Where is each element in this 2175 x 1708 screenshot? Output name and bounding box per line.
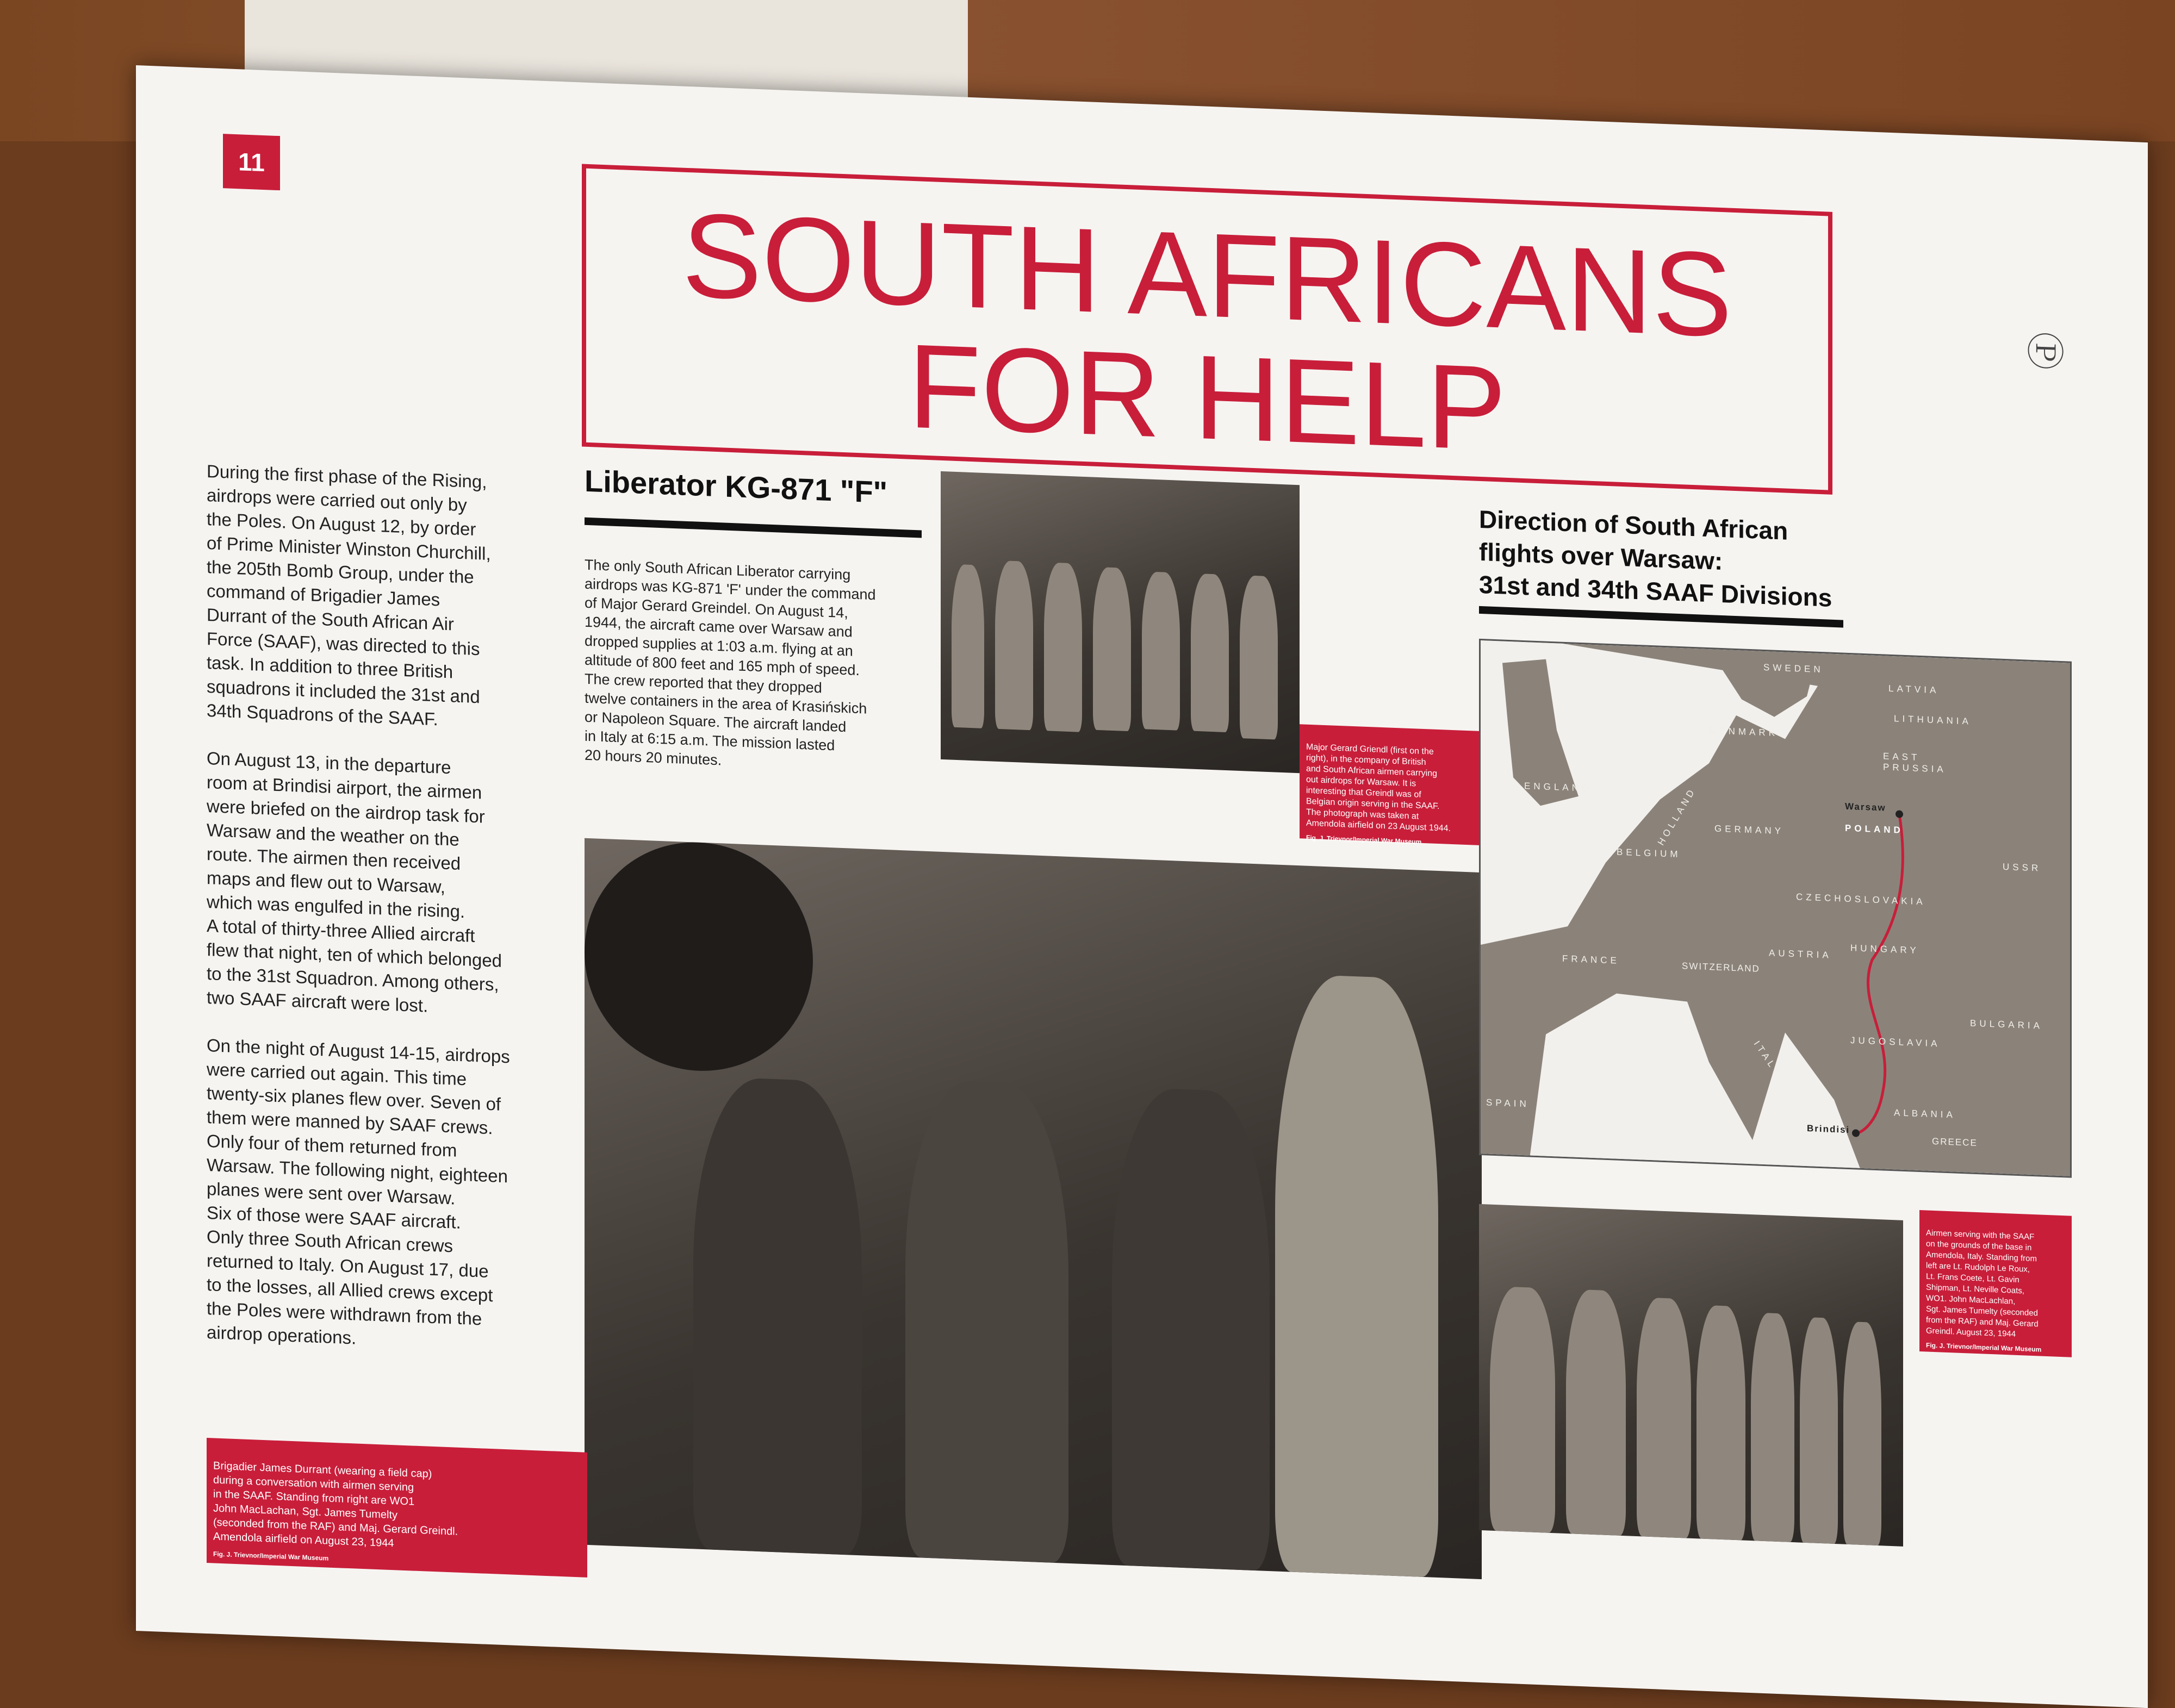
map-label-bulgaria: BULGARIA — [1970, 1018, 2043, 1031]
europe-map — [1479, 639, 2072, 1178]
map-label-austria: AUSTRIA — [1769, 947, 1832, 961]
paragraph-1: During the first phase of the Rising, airdrops were carried out only by the Poles. On August 12, by order of Prime Minister Winston Churchill, the 205th Bomb Group, under the command of Brigadier James Durrant of the South African Air Force (SAAF), was directed to this task. In addition to three British squadrons it included the 31st and 34th Squadrons of the SAAF. — [207, 460, 491, 730]
panel-number-badge: 11 — [223, 134, 280, 190]
title-line-2: FOR HELP — [908, 319, 1507, 476]
airman-figure — [1843, 1321, 1881, 1546]
map-label-poland: POLAND — [1845, 822, 1904, 836]
title-line-1: SOUTH AFRICANS — [682, 188, 1732, 362]
airman-figure — [995, 560, 1033, 731]
map-heading: Direction of South African flights over Warsaw: 31st and 34th SAAF Divisions — [1479, 504, 1832, 612]
airman-figure — [693, 1076, 862, 1555]
caption-text: Major Gerard Griendl (first on the right), in the company of British and South African airmen carrying out airdrops for Warsaw. It is interesting that Greindl was of Belgian origin serving in the SAAF. The photograph was taken at Amendola airfield on 23 August 1944. — [1306, 742, 1451, 833]
airman-figure — [1637, 1297, 1691, 1538]
map-label-lithuania: LITHUANIA — [1894, 713, 1972, 727]
title-box — [582, 164, 1832, 495]
liberator-text: The only South African Liberator carrying airdrops was KG-871 'F' under the command of Major Gerard Greindel. On August 14, 1944, the aircraft came over Warsaw and dropped supplies at 1:03 a.m. flying at an altitude of 800 feet and 165 mph of speed. The crew reported that they dropped twelve containers in the area of Krasińskich or Napoleon Square. The aircraft landed in Italy at 6:15 a.m. The mission lasted 20 hours 20 minutes. — [585, 556, 876, 769]
map-label-italy: ITALY — [1751, 1039, 1783, 1079]
airman-figure — [905, 1079, 1068, 1563]
airman-figure — [1112, 1087, 1270, 1571]
map-label-latvia: LATVIA — [1888, 683, 1940, 696]
crew-photo-caption — [1300, 724, 1479, 845]
warsaw-rising-logo-icon: Ⓟ — [2023, 331, 2066, 371]
airman-figure — [1566, 1289, 1626, 1536]
map-graphic — [1481, 640, 2072, 1178]
map-label-czechoslovakia: CZECHOSLOVAKIA — [1796, 892, 1926, 907]
caption-credit: Fig. J. Trievnor/Imperial War Museum — [213, 1550, 329, 1562]
map-label-albania: ALBANIA — [1894, 1107, 1956, 1120]
paragraph-2: On August 13, in the departure room at Brindisi airport, the airmen were briefed on the airdrop task for Warsaw and the weather on the route. The airmen then received maps and flew out to Warsaw, which was engulfed in the rising. A total of thirty-three Allied aircraft flew that night, ten of which belonged to the 31st Squadron. Among others, two SAAF aircraft were lost. — [207, 747, 502, 1016]
caption-credit: Fig. J. Trievnor/Imperial War Museum — [1306, 833, 1422, 846]
airman-figure — [1240, 575, 1278, 740]
main-photo-caption — [207, 1438, 587, 1578]
map-label-denmark: DENMARK — [1709, 725, 1779, 739]
caption-text: Airmen serving with the SAAF on the grounds of the base in Amendola, Italy. Standing from left are Lt. Rudolph Le Roux, Lt. Frans Coete, Lt. Gavin Shipman, Lt. Neville Coats, WO1. John MacLachlan, Sgt. James Tumelty (seconded from the RAF) and Maj. Gerard Greindl. August 23, 1944 — [1926, 1228, 2039, 1339]
map-label-switzerland: SWITZERLAND — [1682, 961, 1760, 974]
brigadier-figure — [1275, 973, 1438, 1578]
crew-photo — [941, 471, 1300, 773]
caption-text: Brigadier James Durrant (wearing a field cap) during a conversation with airmen serving in the SAAF. Standing from right are WO1 John MacLachan, Sgt. James Tumelty (seconded from the RAF) and Maj. Gerard Greindl. Amendola airfield on August 23, 1944 — [213, 1460, 458, 1550]
map-label-jugoslavia: JUGOSLAVIA — [1850, 1035, 1941, 1049]
liberator-heading-rule — [585, 518, 922, 538]
map-label-germany: GERMANY — [1714, 823, 1784, 837]
group-photo — [1479, 1204, 1903, 1547]
left-column-text — [207, 459, 544, 1381]
map-label-sweden: SWEDEN — [1763, 662, 1824, 675]
airman-figure — [952, 564, 984, 728]
map-label-greece: GREECE — [1932, 1136, 1978, 1149]
airman-figure — [1800, 1317, 1838, 1544]
map-label-east-prussia: EAST PRUSSIA — [1883, 751, 1947, 775]
airman-figure — [1751, 1312, 1794, 1542]
group-photo-caption — [1919, 1210, 2072, 1357]
exhibition-board — [136, 65, 2148, 1708]
airman-figure — [1093, 567, 1131, 732]
airman-figure — [1490, 1286, 1555, 1534]
map-label-spain: SPAIN — [1486, 1097, 1530, 1109]
main-photo — [585, 838, 1482, 1579]
propeller-engine — [585, 838, 813, 1075]
map-label-holland: HOLLAND — [1655, 785, 1698, 847]
liberator-heading: Liberator KG-871 "F" — [585, 463, 888, 510]
map-label-france: FRANCE — [1562, 953, 1620, 966]
airman-figure — [1696, 1305, 1745, 1540]
map-label-hungary: HUNGARY — [1850, 943, 1919, 956]
map-label-ussr: USSR — [2003, 861, 2042, 874]
caption-credit: Fig. J. Trievnor/Imperial War Museum — [1926, 1341, 2042, 1354]
airman-figure — [1044, 562, 1082, 732]
map-label-warsaw: Warsaw — [1845, 801, 1886, 813]
airman-figure — [1191, 574, 1229, 733]
map-label-belgium: BELGIUM — [1617, 846, 1681, 860]
airman-figure — [1142, 571, 1180, 731]
paragraph-3: On the night of August 14-15, airdrops were carried out again. This time twenty-six planes flew over. Seven of them were manned by SAAF crews. Only four of them returned from Warsaw. The following night, eighteen planes were sent over Warsaw. Six of those were SAAF aircraft. Only three South African crews returned to Italy. On August 17, due to the losses, all Allied crews except the Poles were withdrawn from the airdrop operations. — [207, 1034, 510, 1348]
map-label-england: ENGLAND — [1524, 781, 1592, 794]
map-label-brindisi: Brindisi — [1807, 1123, 1850, 1136]
